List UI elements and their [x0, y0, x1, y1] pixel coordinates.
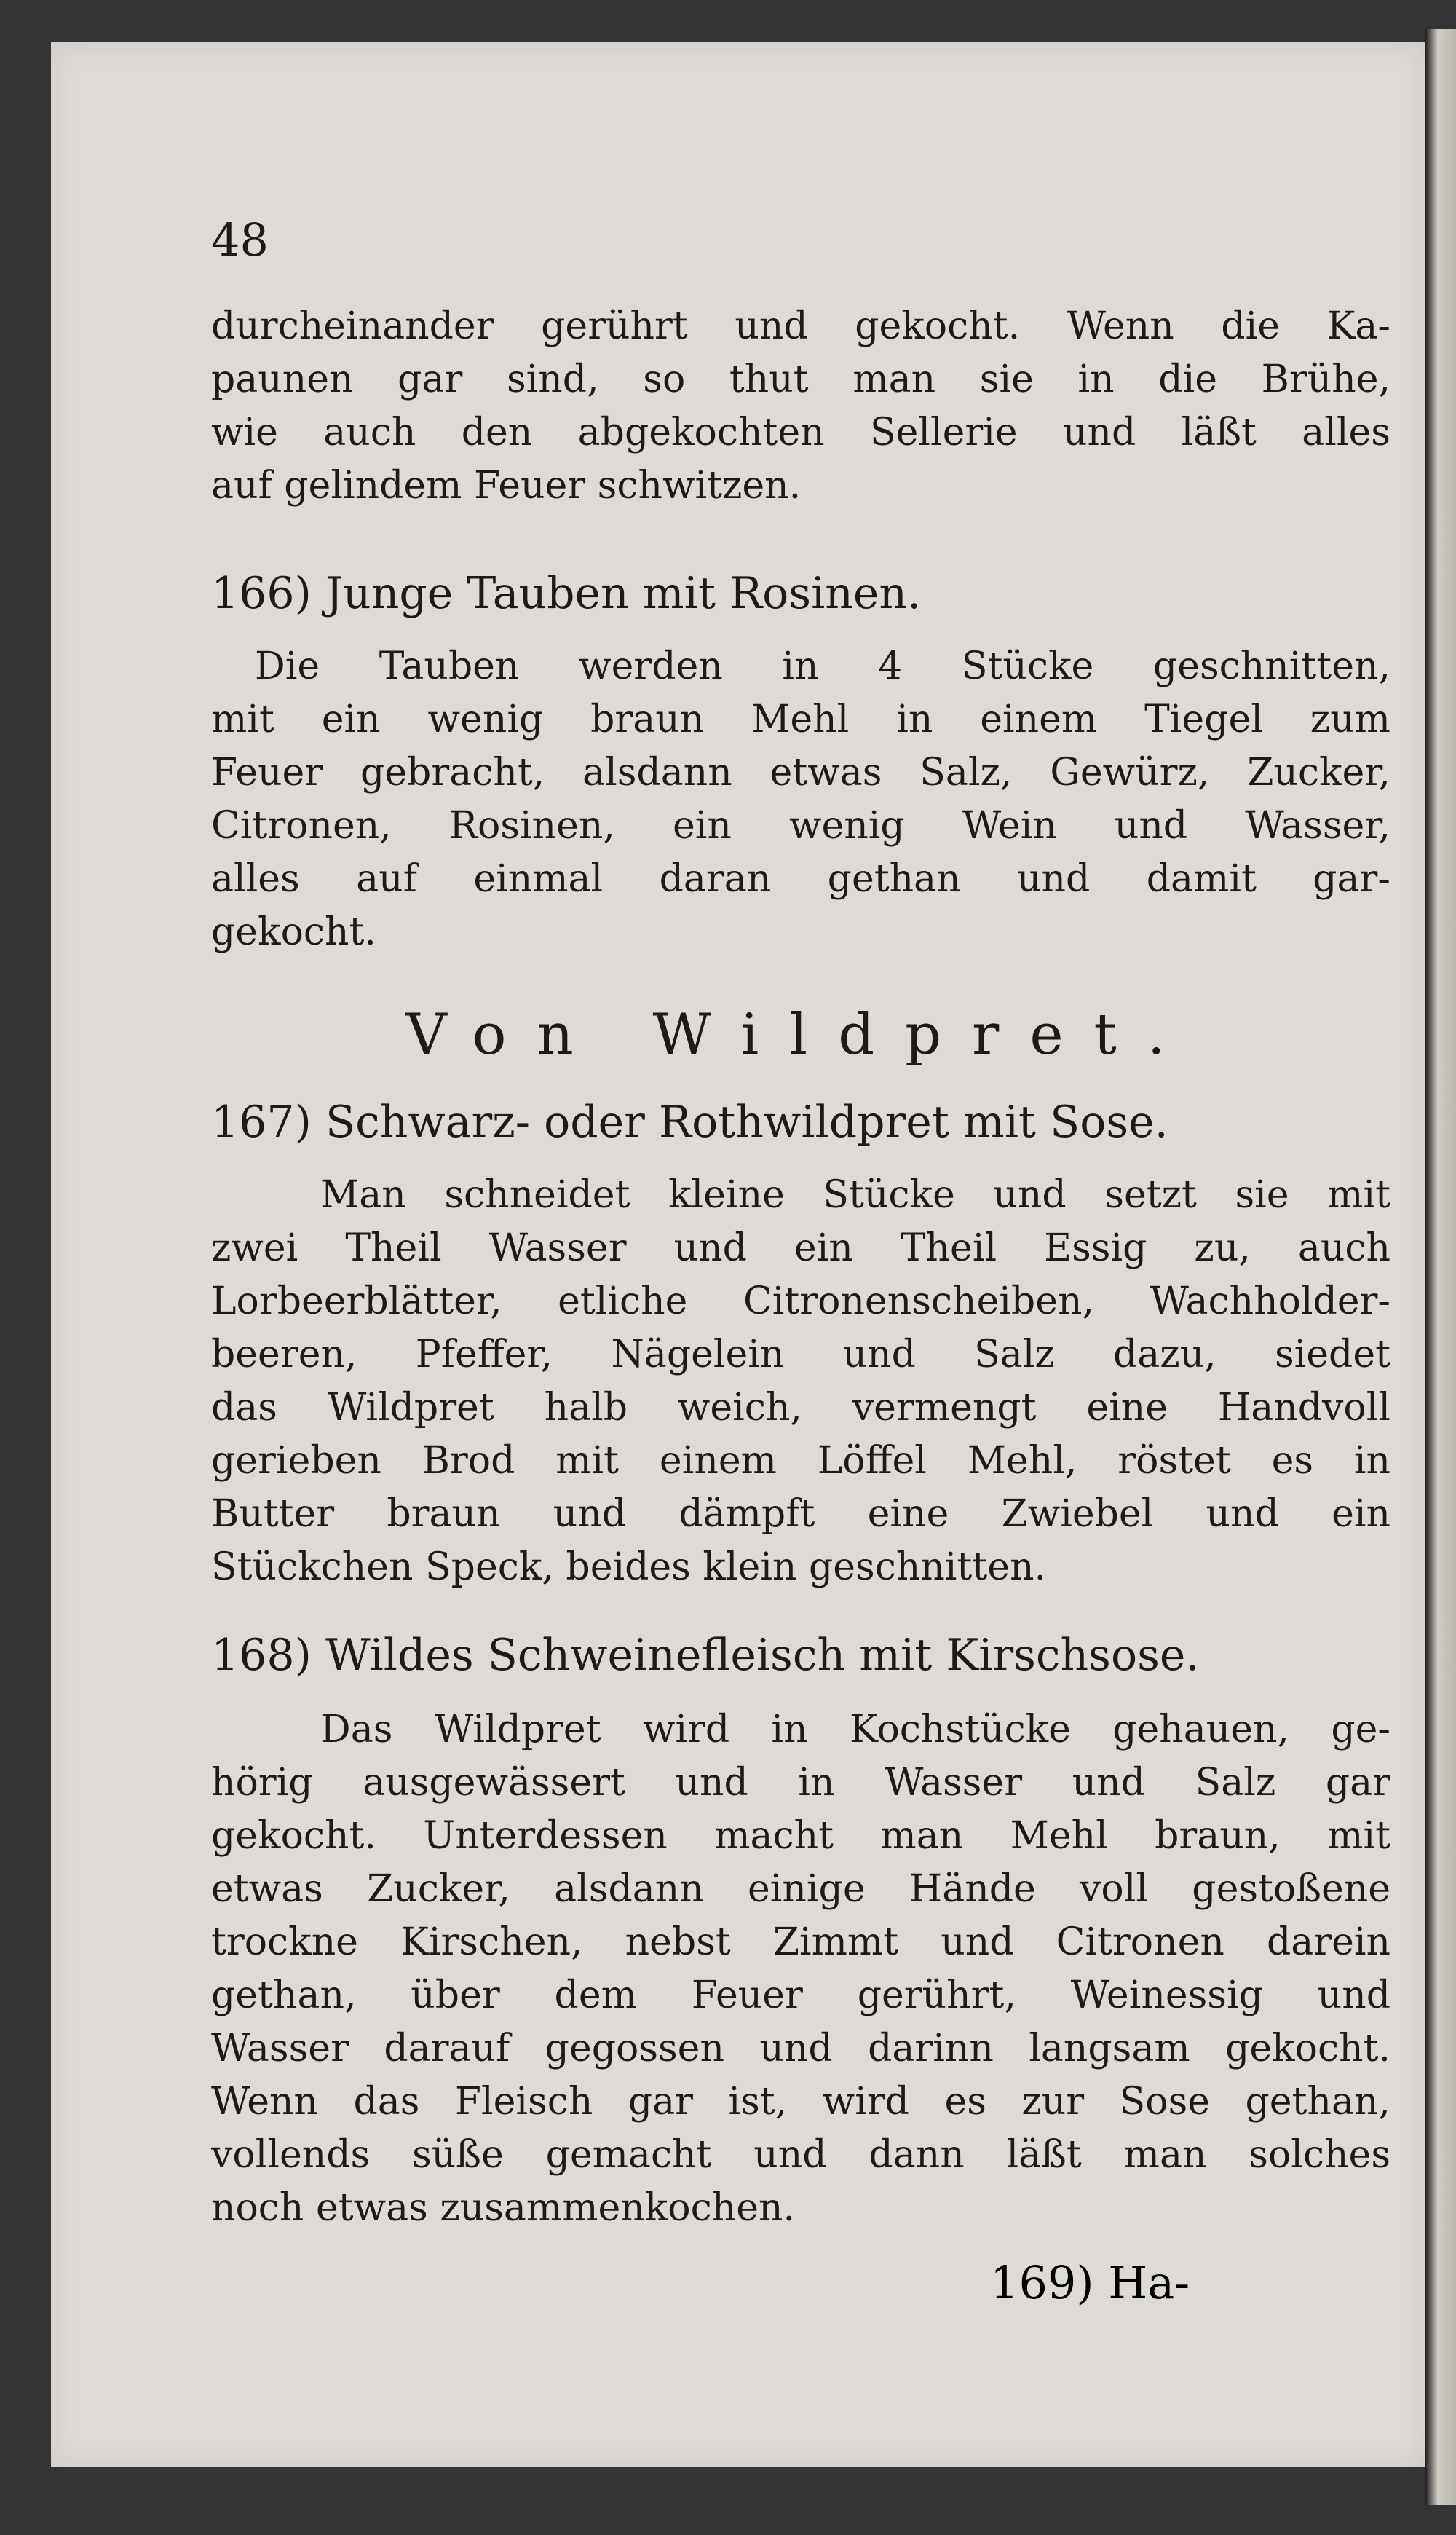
text-line: etwas Zucker, alsdann einige Hände voll gestoßene — [211, 1867, 1390, 1911]
text-line: Butter braun und dämpft eine Zwiebel und ein — [211, 1492, 1390, 1536]
text-line: alles auf einmal daran gethan und damit gar- — [211, 857, 1390, 901]
text-line: trockne Kirschen, nebst Zimmt und Citronen darein — [211, 1920, 1390, 1964]
text-line: Lorbeerblätter, etliche Citronenscheiben, Wachholder- — [211, 1280, 1390, 1323]
text-line: Das Wildpret wird in Kochstücke gehauen, ge- — [320, 1708, 1390, 1751]
text-line: Citronen, Rosinen, ein wenig Wein und Wasser, — [211, 804, 1390, 848]
text-line: gerieben Brod mit einem Löffel Mehl, röstet es in — [211, 1439, 1390, 1483]
book-page — [51, 42, 1425, 2467]
text-line: beeren, Pfeffer, Nägelein und Salz dazu, siedet — [211, 1333, 1390, 1376]
text-line: wie auch den abgekochten Sellerie und läßt alles — [211, 411, 1390, 454]
text-line: Wenn das Fleisch gar ist, wird es zur Sose gethan, — [211, 2080, 1390, 2124]
recipe-heading: 168) Wildes Schweinefleisch mit Kirschsose. — [211, 1630, 1200, 1681]
adjacent-page-edge — [1425, 29, 1456, 2505]
section-title: Von Wildpret. — [405, 1002, 1196, 1068]
text-line: gekocht. — [211, 910, 376, 954]
recipe-heading: 167) Schwarz- oder Rothwildpret mit Sose. — [211, 1097, 1168, 1148]
text-line: Die Tauben werden in 4 Stücke geschnitten, — [255, 644, 1390, 688]
text-line: vollends süße gemacht und dann läßt man solches — [211, 2133, 1390, 2177]
text-line: gethan, über dem Feuer gerührt, Weinessig und — [211, 1974, 1390, 2017]
text-line: hörig ausgewässert und in Wasser und Salz gar — [211, 1761, 1390, 1805]
text-line: das Wildpret halb weich, vermengt eine Handvoll — [211, 1386, 1390, 1430]
text-line: auf gelindem Feuer schwitzen. — [211, 464, 802, 508]
text-line: zwei Theil Wasser und ein Theil Essig zu, auch — [211, 1226, 1390, 1270]
text-line: gekocht. Unterdessen macht man Mehl braun, mit — [211, 1814, 1390, 1858]
text-line: Stückchen Speck, beides klein geschnitten. — [211, 1545, 1047, 1589]
recipe-heading: 166) Junge Tauben mit Rosinen. — [211, 568, 922, 619]
page-number: 48 — [211, 213, 269, 267]
text-line: noch etwas zusammenkochen. — [211, 2186, 796, 2230]
text-line: Feuer gebracht, alsdann etwas Salz, Gewürz, Zucker, — [211, 751, 1390, 795]
text-line: Wasser darauf gegossen und darinn langsam gekocht. — [211, 2027, 1390, 2070]
text-line: mit ein wenig braun Mehl in einem Tiegel zum — [211, 698, 1390, 741]
catchword: 169) Ha- — [990, 2256, 1190, 2309]
text-line: paunen gar sind, so thut man sie in die Brühe, — [211, 358, 1390, 401]
text-line: Man schneidet kleine Stücke und setzt sie mit — [320, 1173, 1390, 1217]
text-line: durcheinander gerührt und gekocht. Wenn die Ka- — [211, 304, 1390, 348]
